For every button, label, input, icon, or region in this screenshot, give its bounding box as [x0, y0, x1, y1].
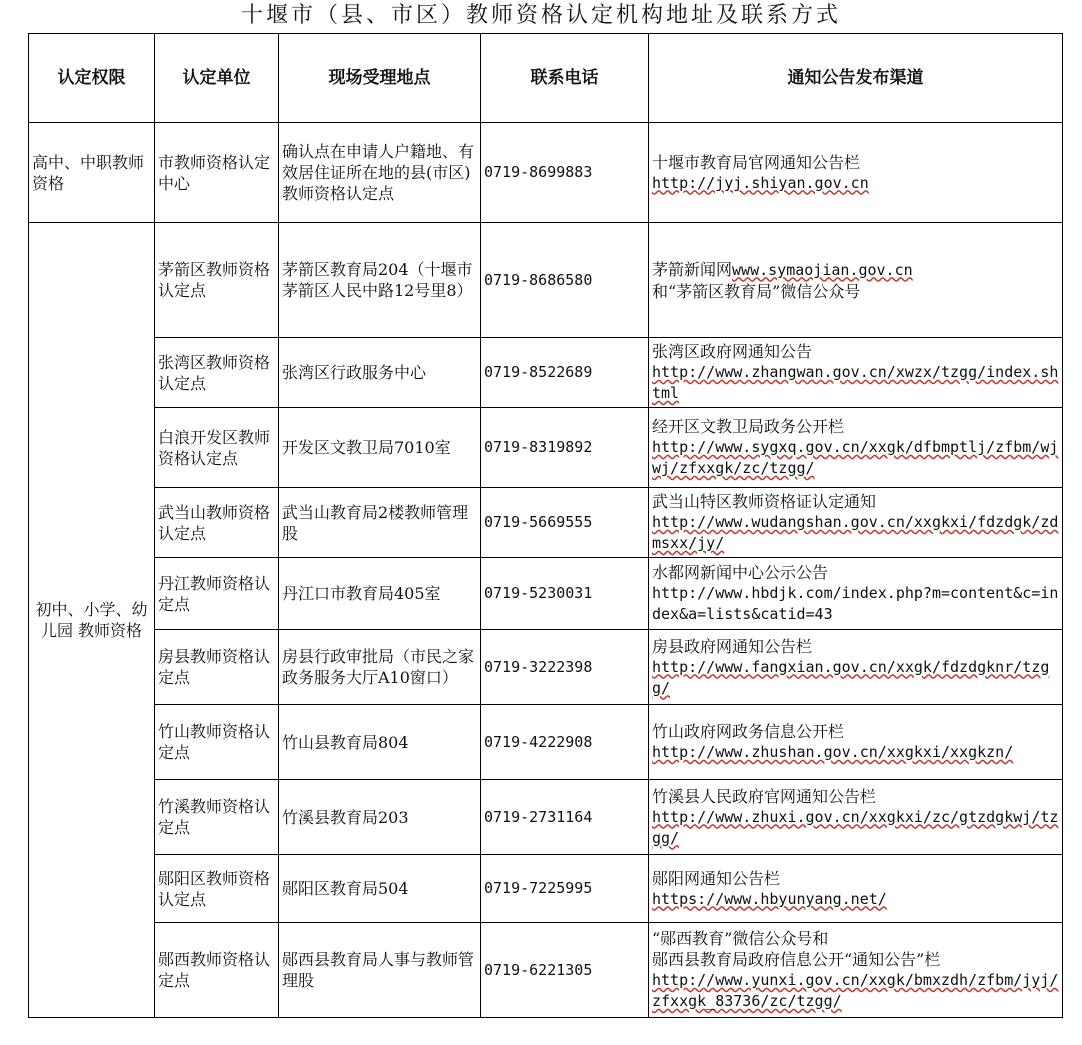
header-phone: 联系电话: [481, 34, 649, 123]
notice-link[interactable]: http://www.wudangshan.gov.cn/xxgkxi/fdzdgk/zdmsxx/jy/: [652, 513, 1059, 552]
address-cell: 丹江口市教育局405室: [279, 558, 481, 630]
notice-cell: [649, 223, 1063, 338]
notice-cell: [649, 488, 1063, 558]
authority-cell: 高中、中职教师资格: [29, 123, 155, 223]
notice-cell: [649, 630, 1063, 705]
phone-cell: 0719-4222908: [481, 705, 649, 780]
address-cell: 房县行政审批局（市民之家政务服务大厅A10窗口）: [279, 630, 481, 705]
notice-text: 竹溪县人民政府官网通知公告栏: [652, 786, 877, 806]
notice-link[interactable]: http://jyj.shiyan.gov.cn: [652, 173, 869, 192]
notice-cell: [649, 123, 1063, 223]
notice-cell: [649, 705, 1063, 780]
notice-text: 房县政府网通知公告栏: [652, 636, 813, 656]
notice-link[interactable]: http://www.sygxq.gov.cn/xxgk/dfbmptlj/zfbm/wjwj/zfxxgk/zc/tzgg/: [652, 438, 1059, 477]
notice-text: 竹山政府网政务信息公开栏: [652, 722, 845, 741]
header-address: 现场受理地点: [279, 34, 481, 123]
table-row: [29, 923, 1063, 1018]
notice-cell: [649, 855, 1063, 923]
header-unit: 认定单位: [155, 34, 279, 123]
unit-cell: 竹山教师资格认定点: [155, 705, 279, 780]
notice-link[interactable]: http://www.zhuxi.gov.cn/xxgkxi/zc/gtzdgkwj/tzgg/: [652, 807, 1059, 847]
address-cell: 确认点在申请人户籍地、有效居住证所在地的县(市区)教师资格认定点: [279, 123, 481, 223]
unit-cell: 郧阳区教师资格认定点: [155, 855, 279, 923]
notice-text: 水都网新闻中心公示公告: [652, 563, 829, 582]
phone-cell: 0719-3222398: [481, 630, 649, 705]
header-notice: 通知公告发布渠道: [649, 34, 1063, 123]
notice-text: “郧西教育”微信公众号和: [652, 929, 829, 948]
table-row: [29, 558, 1063, 630]
address-cell: 郧西县教育局人事与教师管理股: [279, 923, 481, 1018]
institution-table: [28, 33, 1063, 1018]
authority-cell: 初中、小学、幼儿园 教师资格: [29, 223, 155, 1018]
notice-cell: [649, 408, 1063, 488]
table-row: [29, 855, 1063, 923]
notice-link[interactable]: http://www.fangxian.gov.cn/xxgk/fdzdgknr/tzgg/: [652, 657, 1050, 697]
notice-link[interactable]: http://www.yunxi.gov.cn/xxgk/bmxzdh/zfbm/jyj/zfxxgk_83736/zc/tzgg/: [652, 971, 1059, 1010]
notice-link[interactable]: https://www.hbyunyang.net/: [652, 889, 887, 908]
table-row: [29, 408, 1063, 488]
header-row: [29, 34, 1063, 123]
table-row: [29, 223, 1063, 338]
table-row: [29, 705, 1063, 780]
phone-cell: 0719-8522689: [481, 338, 649, 408]
header-authority: 认定权限: [29, 34, 155, 123]
unit-cell: 白浪开发区教师资格认定点: [155, 408, 279, 488]
notice-cell: [649, 338, 1063, 408]
phone-cell: 0719-5230031: [481, 558, 649, 630]
notice-text: 十堰市教育局官网通知公告栏: [652, 152, 861, 172]
notice-link[interactable]: http://www.zhangwan.gov.cn/xwzx/tzgg/index.shtml: [652, 363, 1059, 402]
address-cell: 武当山教育局2楼教师管理股: [279, 488, 481, 558]
table-row: [29, 488, 1063, 558]
notice-cell: [649, 558, 1063, 630]
notice-cell: [649, 780, 1063, 855]
table-row: [29, 780, 1063, 855]
unit-cell: 茅箭区教师资格认定点: [155, 223, 279, 338]
phone-cell: 0719-7225995: [481, 855, 649, 923]
address-cell: 郧阳区教育局504: [279, 855, 481, 923]
notice-link[interactable]: http://www.zhushan.gov.cn/xxgkxi/xxgkzn/: [652, 743, 1014, 761]
address-cell: 张湾区行政服务中心: [279, 338, 481, 408]
page-title: 十堰市（县、市区）教师资格认定机构地址及联系方式: [240, 3, 841, 28]
phone-cell: 0719-8699883: [481, 123, 649, 223]
address-cell: 茅箭区教育局204（十堰市茅箭区人民中路12号里8）: [279, 223, 481, 338]
notice-text: 经开区文教卫局政务公开栏: [652, 417, 845, 436]
notice-cell: [649, 923, 1063, 1018]
unit-cell: 市教师资格认定中心: [155, 123, 279, 223]
notice-link[interactable]: www.symaojian.gov.cn: [732, 260, 913, 279]
phone-cell: 0719-8319892: [481, 408, 649, 488]
table-row: [29, 123, 1063, 223]
address-cell: 开发区文教卫局7010室: [279, 408, 481, 488]
notice-text: 郧阳网通知公告栏: [652, 868, 781, 888]
unit-cell: 武当山教师资格认定点: [155, 488, 279, 558]
table-row: [29, 630, 1063, 705]
unit-cell: 丹江教师资格认定点: [155, 558, 279, 630]
notice-text: 茅箭新闻网: [652, 259, 733, 279]
address-cell: 竹溪县教育局203: [279, 780, 481, 855]
notice-text: 郧西县教育局政府信息公开“通知公告”栏: [652, 950, 941, 969]
unit-cell: 郧西教师资格认定点: [155, 923, 279, 1018]
phone-cell: 0719-5669555: [481, 488, 649, 558]
notice-text: 和“茅箭区教育局”微信公众号: [652, 281, 861, 301]
table-row: [29, 338, 1063, 408]
phone-cell: 0719-6221305: [481, 923, 649, 1018]
phone-cell: 0719-2731164: [481, 780, 649, 855]
notice-text: 武当山特区教师资格证认定通知: [652, 492, 877, 511]
unit-cell: 房县教师资格认定点: [155, 630, 279, 705]
notice-text: 张湾区政府网通知公告: [652, 342, 813, 361]
unit-cell: 张湾区教师资格认定点: [155, 338, 279, 408]
address-cell: 竹山县教育局804: [279, 705, 481, 780]
phone-cell: 0719-8686580: [481, 223, 649, 338]
unit-cell: 竹溪教师资格认定点: [155, 780, 279, 855]
notice-link[interactable]: http://www.hbdjk.com/index.php?m=content&c=index&a=lists&catid=43: [652, 584, 1059, 623]
